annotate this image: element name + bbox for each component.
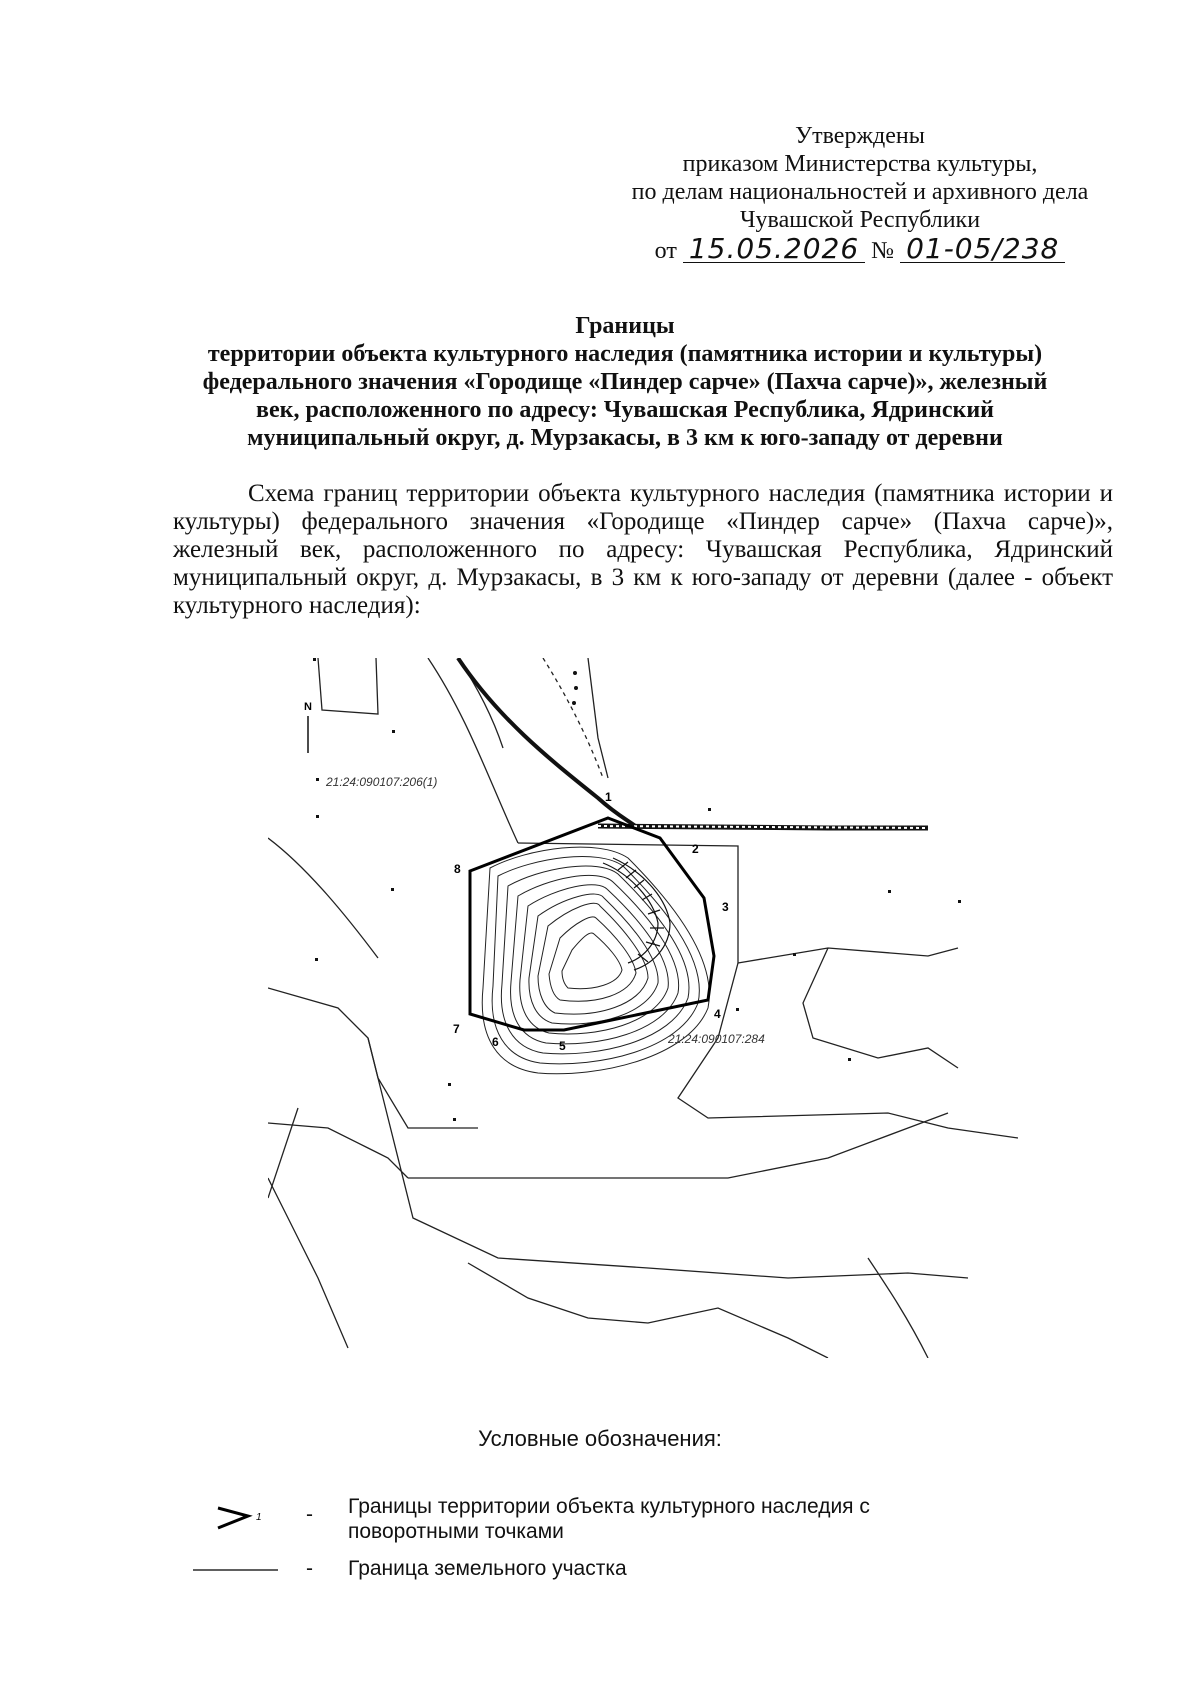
parcel-label-284: 21:24:090107:284 (668, 1032, 765, 1046)
point-label-1: 1 (605, 790, 612, 804)
north-label: N (304, 701, 312, 713)
parcel-line (408, 1113, 948, 1178)
rampart-hatch (613, 858, 670, 970)
from-label: от (654, 238, 677, 264)
approval-line-4: Чувашской Республики (739, 207, 981, 233)
legend-item-boundary (188, 1494, 948, 1554)
boundary-map (268, 658, 1018, 1358)
parcel-line (428, 658, 518, 843)
point-label-4: 4 (714, 1007, 721, 1021)
point-label-8: 8 (454, 862, 461, 876)
approval-block (580, 122, 1140, 265)
approval-date: 15.05.2026 (683, 236, 865, 263)
approval-line-1: Утверждены (795, 123, 925, 149)
parcel-line (318, 658, 378, 714)
parcel-line (268, 1178, 348, 1348)
point-label-2: 2 (692, 842, 699, 856)
parcel-line-symbol-icon (188, 1556, 298, 1596)
legend-dash: - (306, 1557, 313, 1580)
parcel-line (458, 658, 503, 748)
legend-dash: - (306, 1503, 313, 1526)
parcel-line (368, 1038, 968, 1278)
point-label-7: 7 (453, 1022, 460, 1036)
legend-item-parcel (188, 1556, 948, 1586)
approval-number-line (580, 232, 1140, 265)
parcel-line (678, 963, 1018, 1138)
approval-line-3: по делам национальностей и архивного дела (631, 179, 1089, 205)
contour-line (538, 903, 648, 1014)
boundary-symbol-label: 1 (256, 1512, 262, 1523)
point-label-6: 6 (492, 1035, 499, 1049)
heritage-boundary (470, 818, 714, 1030)
legend-item-1-text: Границы территории объекта культурного наследия с поворотными точками (348, 1495, 870, 1543)
parcel-line (803, 948, 958, 1068)
contour-line (529, 894, 658, 1024)
point-label-5: 5 (559, 1039, 566, 1053)
parcel-line (518, 843, 958, 963)
parcel-line (588, 658, 608, 778)
title-line-2: территории объекта культурного наследия (памятника истории и культуры) (207, 341, 1043, 367)
parcel-line (268, 1123, 408, 1178)
legend-item-2-text: Граница земельного участка (348, 1557, 627, 1580)
legend-title: Условные обозначения: (478, 1426, 722, 1451)
approval-number: 01-05/238 (900, 236, 1065, 263)
parcel-line (268, 1108, 298, 1198)
parcel-line (268, 838, 378, 958)
title-line-4: век, расположенного по адресу: Чувашская Республика, Ядринский (256, 397, 994, 423)
title-line-5: муниципальный округ, д. Мурзакасы, в 3 км к юго-западу от деревни (247, 425, 1003, 451)
point-label-3: 3 (722, 900, 729, 914)
title-line-1: Границы (575, 313, 675, 339)
parcel-label-206: 21:24:090107:206(1) (326, 775, 438, 789)
contour-line (562, 933, 622, 989)
number-label: № (871, 238, 895, 264)
boundary-symbol-icon (188, 1494, 298, 1534)
scheme-description: Схема границ территории объекта культурного наследия (памятника истории и культуры) федерального значения «Городище «Пиндер сарче» (Пахча сарче)», железный век, расположенного по адресу: Чувашская Республика, Ядринский муниципальный округ, д. Мурзакасы, в 3 км к юго-западу от деревни (далее - объект культурного наследия): (173, 480, 1113, 619)
title-line-3: федерального значения «Городище «Пиндер сарче» (Пахча сарче)», железный (202, 369, 1048, 395)
approval-line-2: приказом Министерства культуры, (682, 151, 1038, 177)
document-title (150, 312, 1100, 452)
